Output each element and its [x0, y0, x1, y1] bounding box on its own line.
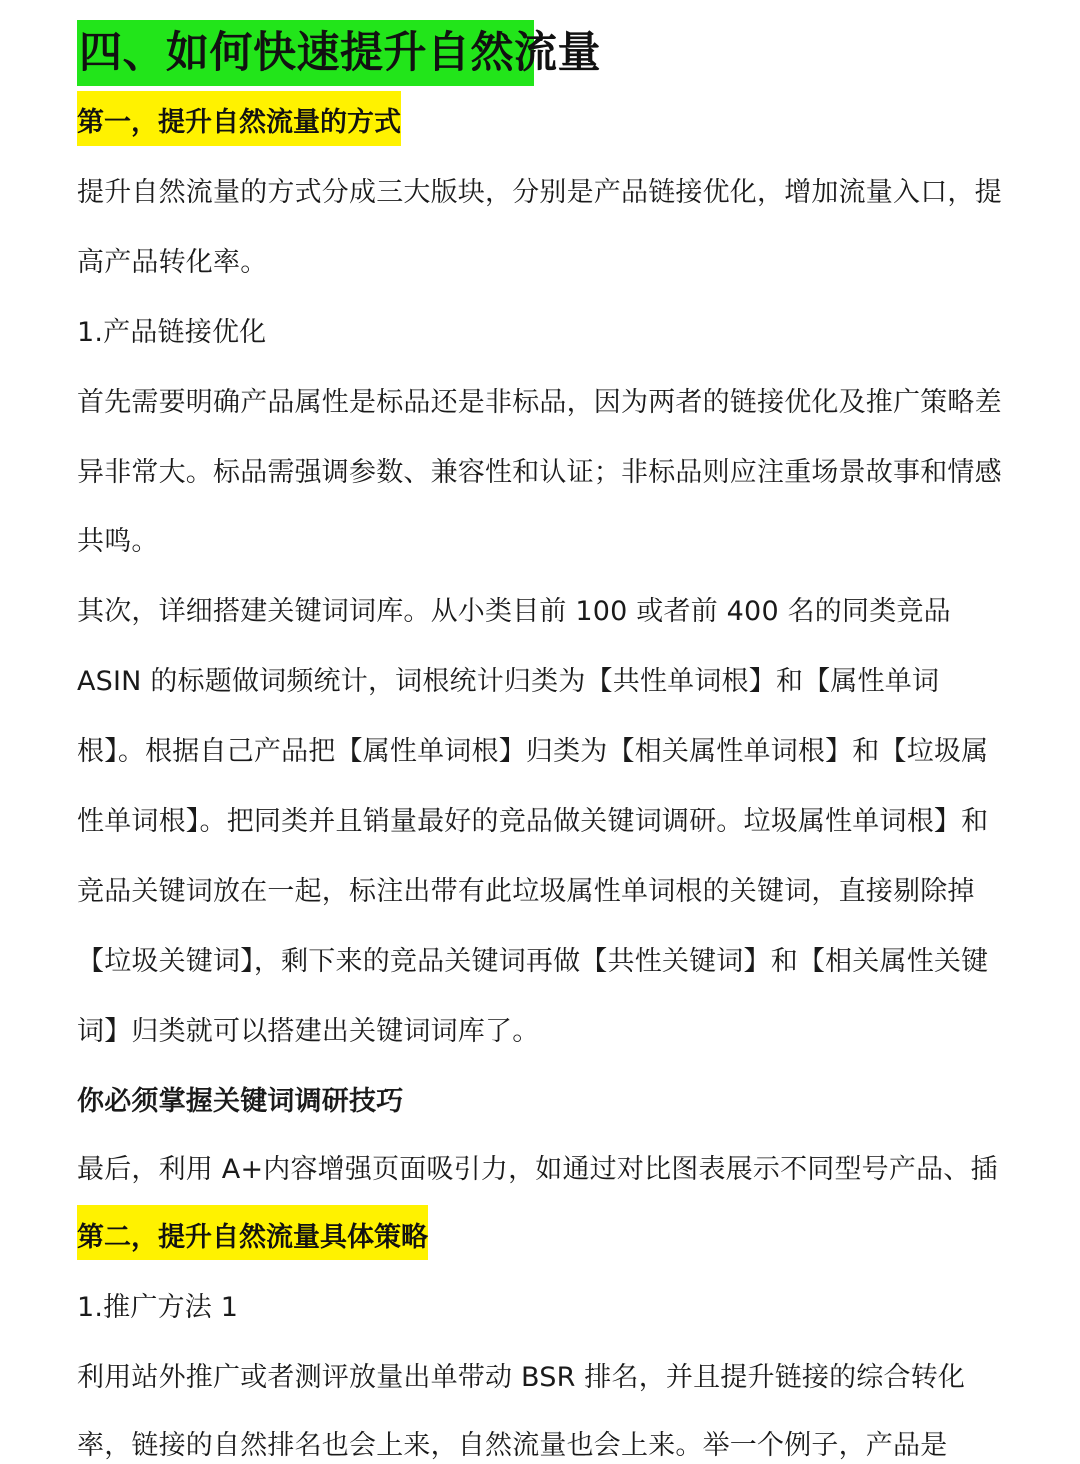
para2-line-7: 词】归类就可以搭建出关键词词库了。 [77, 1016, 540, 1047]
para2-line-6: 【垃圾关键词】，剩下来的竞品关键词再做【共性关键词】和【相关属性关键 [77, 946, 989, 977]
page-title: 四、如何快速提升自然流量 [79, 28, 601, 78]
section1-heading: 第一，提升自然流量的方式 [77, 107, 401, 138]
section2-heading: 第二，提升自然流量具体策略 [77, 1222, 428, 1253]
para1-line-1: 首先需要明确产品属性是标品还是非标品，因为两者的链接优化及推广策略差 [77, 387, 1002, 418]
section2-para1-line-1: 利用站外推广或者测评放量出单带动 BSR 排名，并且提升链接的综合转化 [77, 1362, 966, 1393]
bold-callout-line: 你必须掌握关键词调研技巧 [77, 1086, 404, 1117]
para2-line-5: 竞品关键词放在一起，标注出带有此垃圾属性单词根的关键词，直接剔除掉 [77, 876, 975, 907]
subsection-heading-link-optimization: 1.产品链接优化 [77, 317, 267, 348]
para1-line-3: 共鸣。 [77, 526, 159, 557]
section1-intro-line-2: 高产品转化率。 [77, 247, 268, 278]
para3-line-1: 最后，利用 A+内容增强页面吸引力，如通过对比图表展示不同型号产品、插 [77, 1154, 998, 1185]
para2-line-1: 其次，详细搭建关键词词库。从小类目前 100 或者前 400 名的同类竞品 [77, 596, 951, 627]
para1-line-2: 异非常大。标品需强调参数、兼容性和认证；非标品则应注重场景故事和情感 [77, 457, 1002, 488]
para2-line-4: 性单词根】。把同类并且销量最好的竞品做关键词调研。垃圾属性单词根】和 [77, 806, 989, 837]
para2-line-3: 根】。根据自己产品把【属性单词根】归类为【相关属性单词根】和【垃圾属 [77, 736, 989, 767]
section1-intro-line-1: 提升自然流量的方式分成三大版块，分别是产品链接优化，增加流量入口，提 [77, 177, 1002, 208]
subsection-heading-promotion-1: 1.推广方法 1 [77, 1292, 239, 1323]
section2-para1-line-2: 率，链接的自然排名也会上来，自然流量也会上来。举一个例子，产品是 [77, 1430, 948, 1461]
para2-line-2: ASIN 的标题做词频统计，词根统计归类为【共性单词根】和【属性单词 [77, 666, 940, 697]
